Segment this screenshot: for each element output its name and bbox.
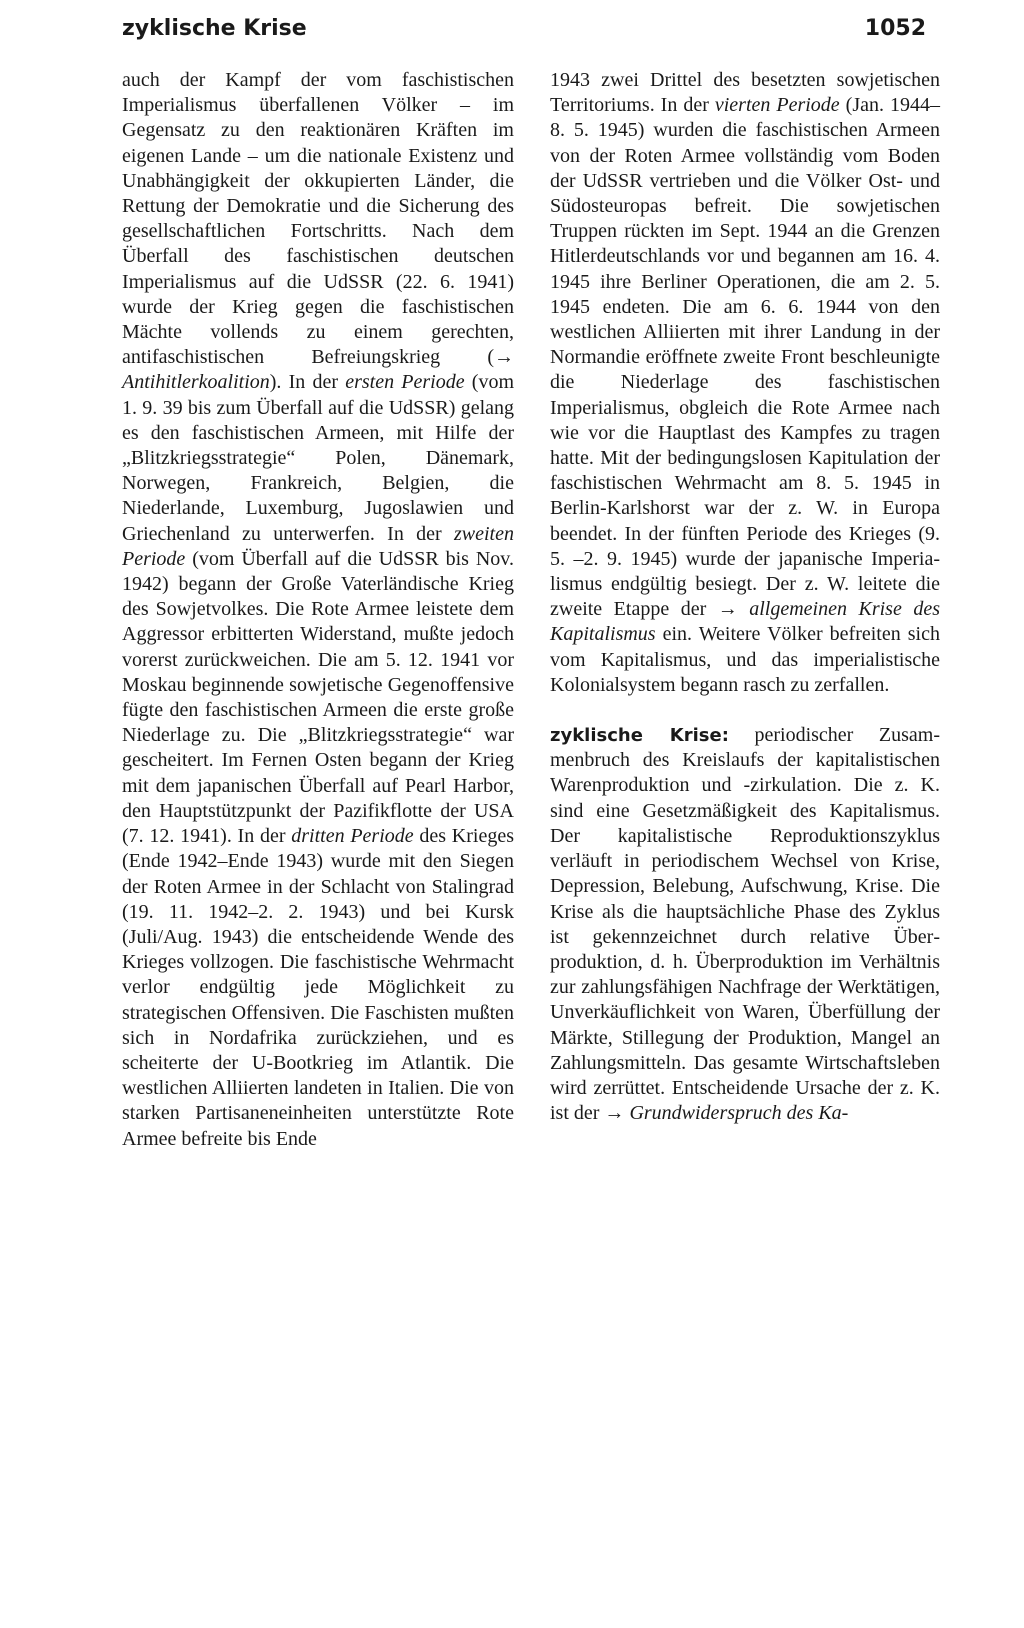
emphasis: dritten Periode	[291, 825, 414, 848]
emphasis: ersten Periode	[345, 371, 465, 394]
cross-reference: Antihitlerkoalition	[122, 371, 270, 394]
cross-reference: allgemeinen Krise des Kapitalismus	[550, 598, 940, 646]
cross-reference: Grundwiderspruch des Ka-	[629, 1102, 849, 1125]
running-header	[122, 12, 926, 52]
paragraph-continuation	[122, 68, 514, 1152]
text-span: auch der Kampf der vom faschistischen Imperialismus überfallenen Völker – im Gegensatz zu den reaktionären Kräften im eigenen Lande – um die nationale Existenz und Unabhängigkeit der okkupierten Länder, die Rettung der Demokratie und die Sicherung des gesellschaftlichen Fortschritts. Nach dem Überfall des faschistischen deutschen Imperialismus auf die UdSSR (22. 6. 1941) wurde der Krieg gegen die faschistischen Mächte vollends zu einem gerechten, antifaschistischen Befreiungskrieg (→	[122, 69, 514, 369]
emphasis: vierten Periode	[714, 94, 840, 117]
running-head-title: zyklische Krise	[122, 16, 307, 41]
left-column	[122, 68, 514, 1152]
right-column	[550, 68, 940, 1126]
page-number: 1052	[864, 16, 926, 41]
text-span: 1943 zwei Drittel des besetzten sowjetischen Territoriums. In der	[550, 69, 940, 117]
text-span: ). In der	[269, 371, 346, 394]
paragraph-continuation	[550, 68, 940, 698]
entry-headword: zyklische Krise:	[550, 725, 729, 747]
emphasis: zweiten Periode	[122, 522, 514, 570]
text-span: (vom 1. 9. 39 bis zum Überfall auf die UdSSR) gelang es den faschistischen Armeen, mit Hilfe der „Blitzkriegsstrategie“ Polen, Dänemark, Norwegen, Frankreich, Belgien, die Niederlande, Luxemburg, Jugoslawien und Griechenland zu unterwerfen. In der	[122, 371, 515, 545]
text-span: (Jan. 1944–8. 5. 1945) wurden die faschistischen Armeen von der Roten Armee vollständig vom Boden der UdSSR vertrieben und die Völker Ost- und Südosteuropas befreit. Die sowjetischen Truppen rückten im Sept. 1944 an die Grenzen Hitlerdeutschlands vor und begannen am 16. 4. 1945 ihre Berliner Operationen, die am 2. 5. 1945 endeten. Die am 6. 6. 1944 von den westlichen Alliierten mit ihrer Landung in der Normandie eröffnete zweite Front beschleunigte die Niederlage des faschistischen Imperialismus, obgleich die Rote Armee nach wie vor die Hauptlast des Kampfes zu tragen hatte. Mit der bedingungslosen Kapitulation der faschistischen Wehrmacht am 8. 5. 1945 in Berlin-Karlshorst war der z. W. in Europa beendet. In der fünften Periode des Krieges (9. 5. –2. 9. 1945) wurde der japanische Imperialismus endgültig besiegt. Der z. W. leitete die zweite Etappe der →	[550, 94, 940, 621]
text-span: ein. Weitere Völker befreiten sich vom Kapitalismus, und das imperialistische Kolonialsystem begann rasch zu zerfallen.	[550, 623, 940, 696]
dictionary-entry	[550, 723, 940, 1126]
text-span: (vom Überfall auf die UdSSR bis Nov. 1942) begann der Große Vaterländische Krieg des Sowjetvolkes. Die Rote Armee leistete dem Aggressor erbitterten Widerstand, mußte jedoch vorerst zurückweichen. Die am 5. 12. 1941 vor Moskau beginnende sowjetische Gegenoffensive fügte den faschistischen Armeen die erste große Niederlage zu. Die „Blitzkriegsstrategie“ war gescheitert. Im Fernen Osten begann der Krieg mit dem japanischen Überfall auf Pearl Harbor, den Hauptstützpunkt der Pazifikflotte der USA (7. 12. 1941). In der	[122, 547, 514, 848]
text-span: periodischer Zusammenbruch des Kreislaufs der kapitalistischen Warenproduktion und -zirkulation. Die z. K. sind eine Gesetzmäßigkeit des Kapitalismus. Der kapitalistische Reproduktionszyklus verläuft in periodischem Wechsel von Krise, Depression, Belebung, Aufschwung, Krise. Die Krise als die hauptsächliche Phase des Zyklus ist gekennzeichnet durch relative Überproduktion, d. h. Überproduktion im Verhältnis zur zahlungsfähigen Nachfrage der Werktätigen, Unverkäuflichkeit von Waren, Überfüllung der Märkte, Stillegung der Produktion, Mangel an Zahlungsmitteln. Das gesamte Wirtschaftsleben wird zerrüttet. Entscheidende Ursache der z. K. ist der →	[550, 724, 940, 1125]
text-span: des Krieges (Ende 1942–Ende 1943) wurde mit den Siegen der Roten Armee in der Schlacht von Stalingrad (19. 11. 1942–2. 2. 1943) und bei Kursk (Juli/Aug. 1943) die entscheidende Wende des Krieges vollzogen. Die faschistische Wehrmacht verlor endgültig jede Möglichkeit zu strategischen Offensiven. Die Faschisten mußten sich in Nordafrika zurückziehen, und es scheiterte der U-Bootkrieg im Atlantik. Die westlichen Alliierten landeten in Italien. Die von starken Partisaneneinheiten unterstützte Rote Armee befreite bis Ende	[122, 825, 514, 1150]
